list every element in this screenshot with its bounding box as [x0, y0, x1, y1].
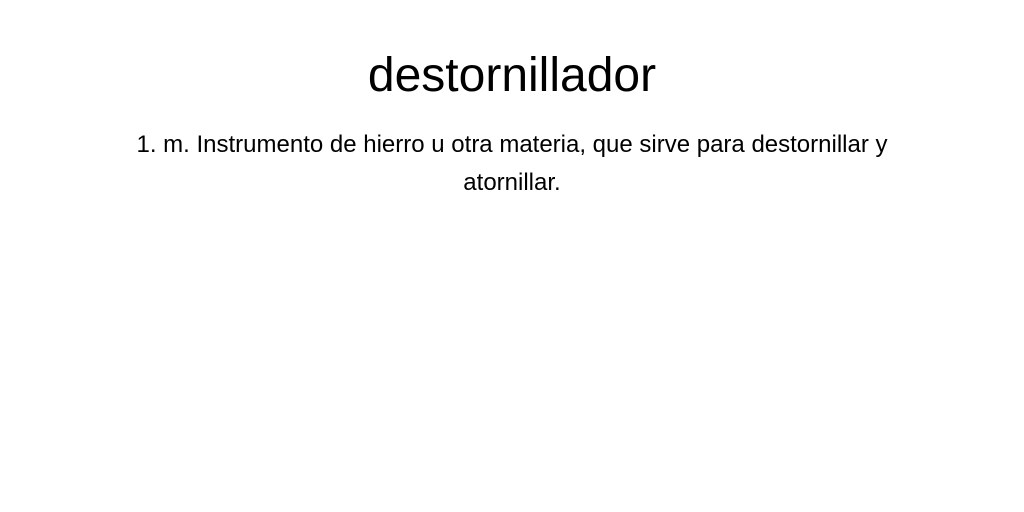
- definition-text: 1. m. Instrumento de hierro u otra materia, que sirve para destornillar y atornillar.: [136, 131, 888, 196]
- headword: destornillador: [367, 49, 657, 102]
